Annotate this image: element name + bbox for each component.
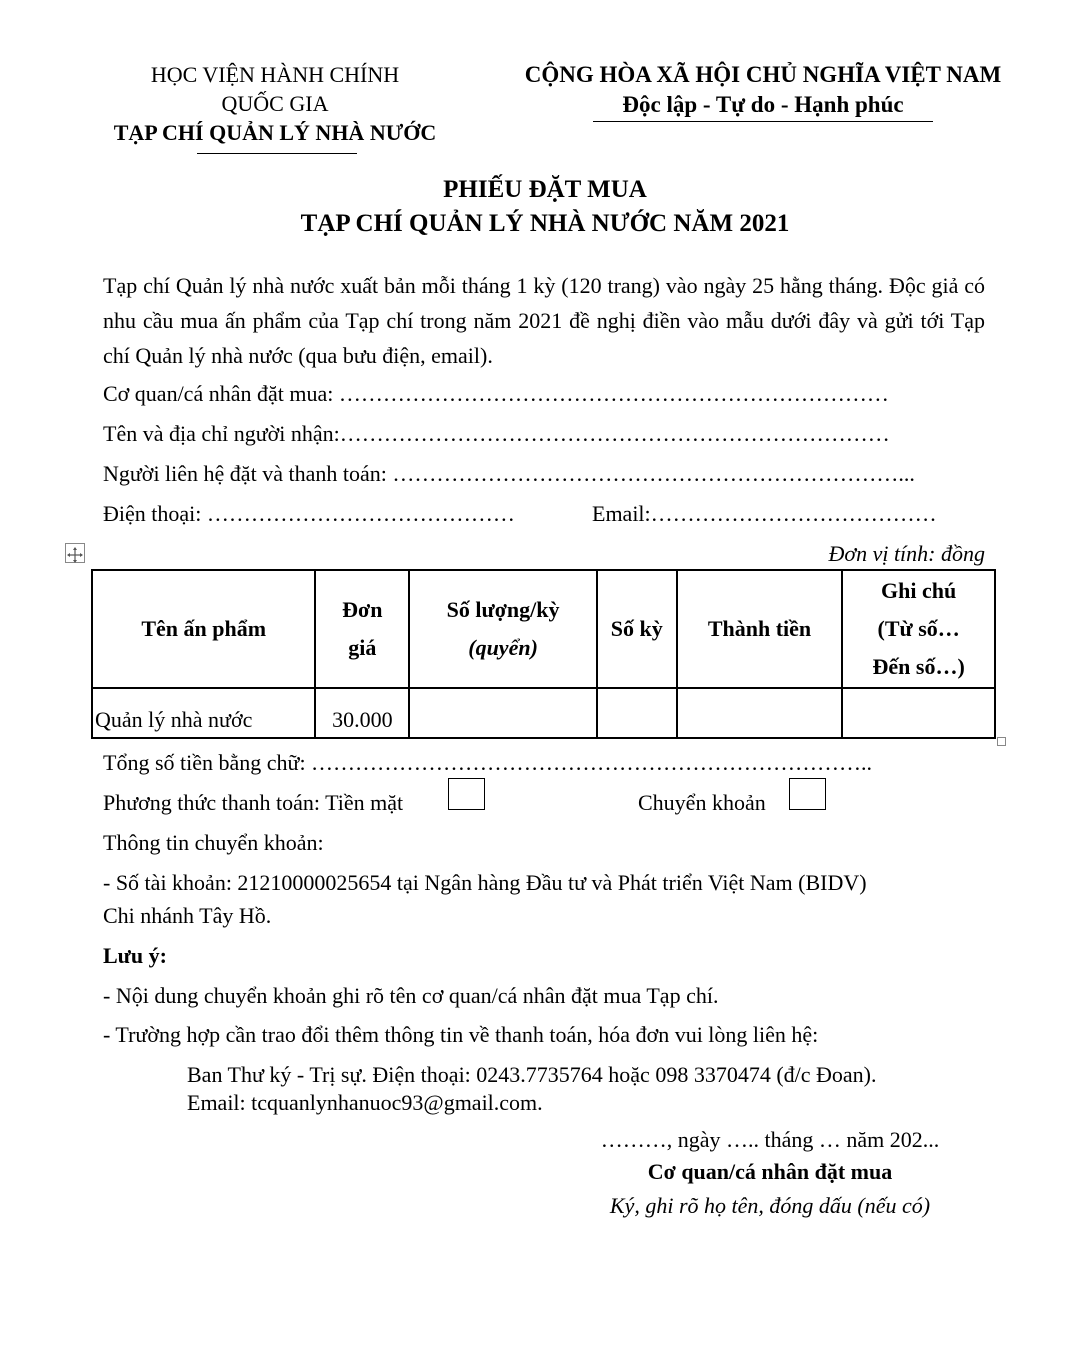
- agency-name-line1: HỌC VIỆN HÀNH CHÍNH: [150, 62, 400, 87]
- header-amount: Thành tiền: [677, 570, 843, 688]
- table-header-row: [92, 570, 995, 688]
- intro-paragraph: Tạp chí Quản lý nhà nước xuất bản mỗi tháng 1 kỳ (120 trang) vào ngày 25 hằng tháng. Độc giả có nhu cầu mua ấn phẩm của Tạp chí trong năm 2021 đề nghị điền vào mẫu dưới đây và gửi tới Tạp chí Quản lý nhà nước (qua bưu điện, email).: [103, 273, 985, 368]
- header-price: [315, 570, 409, 688]
- contact-email: Email: tcquanlynhanuoc93@gmail.com.: [187, 1090, 543, 1115]
- header-issues: Số kỳ: [597, 570, 677, 688]
- header-quantity-unit: (quyển): [468, 635, 538, 660]
- journal-name: TẠP CHÍ QUẢN LÝ NHÀ NƯỚC: [113, 120, 437, 145]
- unit-note: Đơn vị tính: đồng: [828, 541, 985, 566]
- agency-underline: [197, 153, 357, 154]
- country-name: CỘNG HÒA XÃ HỘI CHỦ NGHĨA VIỆT NAM: [524, 62, 1002, 87]
- header-note: [842, 570, 995, 688]
- form-subtitle: TẠP CHÍ QUẢN LÝ NHÀ NƯỚC NĂM 2021: [300, 210, 790, 237]
- note-item-1: - Nội dung chuyển khoản ghi rõ tên cơ quan/cá nhân đặt mua Tạp chí.: [103, 983, 719, 1008]
- agency-block: [80, 60, 470, 147]
- national-motto-block: [498, 60, 1028, 120]
- header-name: Tên ấn phẩm: [92, 570, 315, 688]
- header-note-line1: Ghi chú: [881, 578, 957, 603]
- cell-issues[interactable]: [597, 688, 677, 738]
- note-label: Lưu ý:: [103, 943, 167, 968]
- motto: Độc lập - Tự do - Hạnh phúc: [622, 92, 904, 117]
- contact-phone: Ban Thư ký - Trị sự. Điện thoại: 0243.7735764 hoặc 098 3370474 (đ/c Đoan).: [187, 1062, 877, 1087]
- motto-underline: [593, 121, 933, 122]
- signature-title: Cơ quan/cá nhân đặt mua: [647, 1159, 893, 1184]
- signature-instruction: Ký, ghi rõ họ tên, đóng dấu (nếu có): [609, 1193, 931, 1218]
- header-note-line2: (Từ số…: [877, 616, 960, 641]
- form-title: PHIẾU ĐẶT MUA: [443, 176, 647, 203]
- transfer-label: Chuyển khoản: [638, 790, 766, 815]
- cash-checkbox[interactable]: [448, 778, 485, 810]
- agency-name-line2: QUỐC GIA: [221, 91, 329, 116]
- table-resize-handle[interactable]: [997, 737, 1006, 746]
- total-in-words-field[interactable]: Tổng số tiền bằng chữ: …………………………………………………………………..: [103, 750, 873, 775]
- orderer-field[interactable]: Cơ quan/cá nhân đặt mua: …………………………………………………………………: [103, 381, 889, 406]
- transfer-checkbox[interactable]: [789, 778, 826, 810]
- phone-field[interactable]: Điện thoại: ……………………………………: [103, 501, 515, 526]
- payment-method-label: Phương thức thanh toán: Tiền mặt: [103, 790, 404, 815]
- header-quantity-line1: Số lượng/kỳ: [446, 597, 560, 622]
- bank-branch-line: Chi nhánh Tây Hồ.: [103, 903, 272, 928]
- account-number-line: - Số tài khoản: 21210000025654 tại Ngân hàng Đầu tư và Phát triển Việt Nam (BIDV): [103, 870, 867, 895]
- table-move-handle[interactable]: [65, 543, 85, 563]
- signature-date: ………, ngày ….. tháng … năm 202...: [600, 1127, 940, 1152]
- move-icon: [66, 546, 84, 564]
- cell-price: 30.000: [315, 688, 409, 738]
- header-price-line2: giá: [348, 635, 377, 660]
- cell-amount[interactable]: [677, 688, 843, 738]
- transfer-info-label: Thông tin chuyển khoản:: [103, 830, 324, 855]
- note-item-2: - Trường hợp cần trao đổi thêm thông tin về thanh toán, hóa đơn vui lòng liên hệ:: [103, 1022, 819, 1047]
- recipient-field[interactable]: Tên và địa chỉ người nhận:…………………………………………………………………: [103, 421, 890, 446]
- cell-name: Quản lý nhà nước: [92, 688, 315, 738]
- table-row: [92, 688, 995, 738]
- contact-person-field[interactable]: Người liên hệ đặt và thanh toán: ……………………………………………………………...: [103, 461, 915, 486]
- order-table: [91, 569, 996, 739]
- header-quantity: [409, 570, 597, 688]
- header-price-line1: Đơn: [342, 597, 383, 622]
- header-note-line3: Đến số…): [872, 654, 965, 679]
- cell-quantity[interactable]: [409, 688, 597, 738]
- email-field[interactable]: Email:…………………………………: [592, 501, 937, 526]
- cell-note[interactable]: [842, 688, 995, 738]
